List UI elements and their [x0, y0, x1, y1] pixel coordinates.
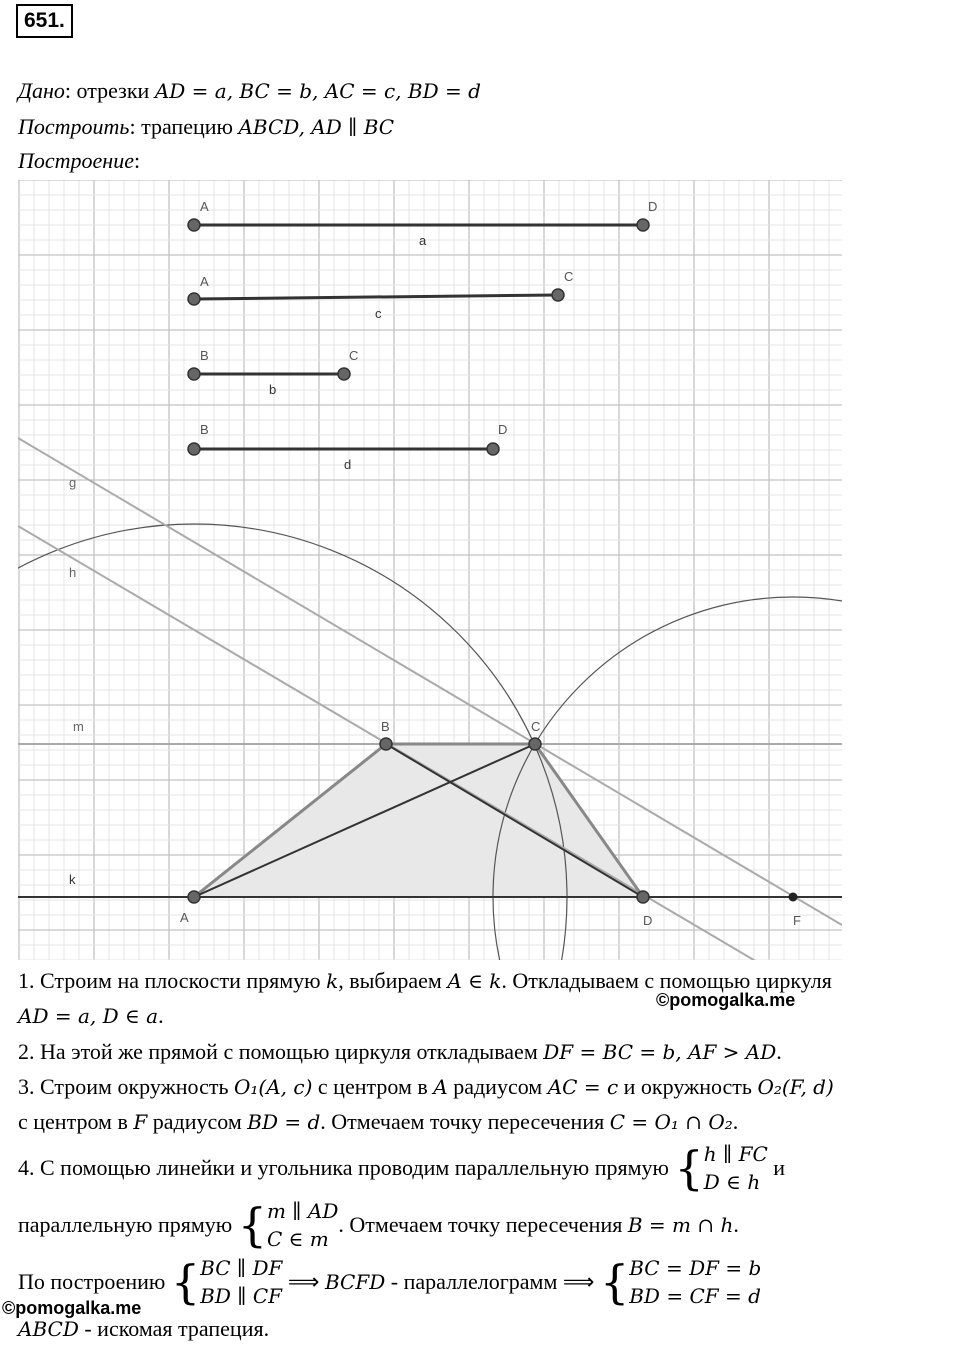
- construction-label: Построение: [18, 148, 134, 173]
- conclusion-system-2: [629, 1254, 761, 1310]
- step-2: [18, 1039, 782, 1065]
- step3-text-b: с центром в: [312, 1074, 434, 1099]
- given-text: : отрезки: [64, 78, 155, 103]
- point-c-label: C: [531, 719, 541, 734]
- step-4-line-1: [18, 1140, 785, 1196]
- seg1-label-start: A: [200, 199, 209, 214]
- seg3-label-end: C: [349, 348, 359, 363]
- watermark-left: ©pomogalka.me: [2, 1298, 142, 1318]
- conclusion-math: BCFD: [324, 1270, 386, 1294]
- construction-figure: [18, 180, 842, 960]
- seg2-label-end: C: [564, 269, 574, 284]
- label-line-k: k: [69, 872, 76, 887]
- step4-system-1: [704, 1140, 768, 1196]
- step2-math: DF = BC = b, AF > AD: [543, 1040, 777, 1064]
- final-math: ABCD: [18, 1317, 79, 1341]
- step3-text-h: .: [732, 1109, 739, 1134]
- point-a: [188, 891, 200, 903]
- step3-text-d: и окружность: [618, 1074, 758, 1099]
- label-line-m: m: [73, 719, 84, 734]
- step4-sys1-top: h ∥ FC: [703, 1142, 768, 1166]
- step4-text-d: . Отмечаем точку пересечения: [338, 1212, 628, 1237]
- step4-math: B = m ∩ h: [627, 1213, 734, 1237]
- construct-math: ABCD, AD ∥ BC: [238, 115, 395, 139]
- step4-text-a: 4. С помощью линейки и угольника проводим параллельную прямую: [18, 1155, 675, 1180]
- point-f: [789, 893, 798, 902]
- point-c: [529, 738, 541, 750]
- conclusion-brace-2: {: [599, 1255, 630, 1309]
- step1-text-a: 1. Строим на плоскости прямую: [18, 968, 327, 993]
- step4-system-2: [267, 1197, 338, 1253]
- step4-sys1-bottom: D ∈ h: [703, 1170, 761, 1194]
- point-d-label: D: [643, 913, 653, 928]
- conclusion-sys1-bottom: BD ∥ CF: [200, 1284, 283, 1308]
- step4-sys2-top: m ∥ AD: [266, 1199, 339, 1223]
- step3-f: F: [133, 1110, 148, 1134]
- point-f-label: F: [793, 913, 801, 928]
- construct-line: [18, 114, 394, 140]
- label-line-g: g: [69, 475, 77, 490]
- seg3-label: b: [269, 382, 277, 397]
- step4-text-c: параллельную прямую: [18, 1212, 238, 1237]
- step3-text-c: радиусом: [447, 1074, 548, 1099]
- seg4-label-start: B: [200, 422, 209, 437]
- final-text: - искомая трапеция.: [78, 1316, 270, 1341]
- step4-sys2-bottom: C ∈ m: [266, 1227, 329, 1251]
- step1-math-1: A ∈ k: [447, 969, 502, 993]
- step3-math-4: BD = d: [247, 1110, 321, 1134]
- step1-k: k: [326, 969, 339, 993]
- construction-colon: :: [133, 148, 141, 173]
- seg2-label-start: A: [200, 274, 209, 289]
- step3-text-g: . Отмечаем точку пересечения: [320, 1109, 610, 1134]
- step-1-line-2: [18, 1003, 164, 1029]
- label-line-h: h: [69, 565, 77, 580]
- seg4-label-end: D: [498, 422, 508, 437]
- step3-text-a: 3. Строим окружность: [18, 1074, 235, 1099]
- point-d: [637, 891, 649, 903]
- construct-label: Построить: [18, 114, 130, 139]
- seg2-label: c: [375, 306, 382, 321]
- point-b: [380, 738, 392, 750]
- step-4-line-2: [18, 1197, 739, 1253]
- conclusion-system-1: [200, 1254, 282, 1310]
- step4-brace-1: {: [674, 1141, 704, 1195]
- step-1-line-1: [18, 968, 832, 994]
- step1-text-c: . Откладываем с помощью циркуля: [501, 968, 832, 993]
- step1-text-d: .: [158, 1003, 164, 1028]
- conclusion-arrow-2: ⟹: [562, 1269, 600, 1294]
- construction-heading: [18, 148, 140, 174]
- step4-text-b: и: [767, 1155, 786, 1180]
- seg3-label-start: B: [200, 348, 209, 363]
- step2-text-a: 2. На этой же прямой с помощью циркуля откладываем: [18, 1039, 544, 1064]
- step3-math-3: O₂(F, d): [757, 1075, 834, 1099]
- conclusion-sys2-bottom: BD = CF = d: [629, 1284, 761, 1308]
- given-segment-ac: [188, 269, 573, 321]
- problem-number: 651.: [16, 4, 73, 38]
- seg1-label-end: D: [648, 199, 658, 214]
- conclusion-arrow-1: ⟹: [282, 1269, 325, 1294]
- step3-text-f: радиусом: [147, 1109, 248, 1134]
- conclusion-brace-1: {: [170, 1255, 201, 1309]
- construct-text: : трапецию: [129, 114, 239, 139]
- conclusion-sys2-top: BC = DF = b: [629, 1256, 762, 1280]
- step4-brace-2: {: [237, 1198, 267, 1252]
- conclusion-sys1-top: BC ∥ DF: [200, 1256, 283, 1280]
- step-3-line-2: [18, 1109, 738, 1135]
- watermark-right: ©pomogalka.me: [656, 990, 796, 1010]
- given-math: AD = a, BC = b, AC = c, BD = d: [154, 79, 481, 103]
- step1-math-2: AD = a, D ∈ a: [18, 1004, 159, 1028]
- step3-math-2: AC = c: [547, 1075, 619, 1099]
- step3-math-1: O₁(A, c): [234, 1075, 313, 1099]
- conclusion-text-a: По построению: [18, 1269, 171, 1294]
- given-line: [18, 78, 481, 104]
- conclusion-text-b: - параллелограмм: [385, 1269, 563, 1294]
- step3-a: A: [433, 1075, 448, 1099]
- point-a-label: A: [180, 910, 189, 925]
- point-b-label: B: [381, 719, 390, 734]
- step-3-line-1: [18, 1074, 834, 1100]
- seg4-label: d: [344, 457, 352, 472]
- step2-text-b: .: [776, 1039, 782, 1064]
- seg1-label: a: [419, 233, 427, 248]
- step3-text-e: с центром в: [18, 1109, 134, 1134]
- step4-text-e: .: [733, 1212, 739, 1237]
- step3-math-5: C = O₁ ∩ O₂: [609, 1110, 733, 1134]
- given-label: Дано: [18, 78, 65, 103]
- step1-text-b: , выбираем: [338, 968, 448, 993]
- given-segment-ad: [188, 199, 657, 248]
- final-line: [18, 1316, 269, 1342]
